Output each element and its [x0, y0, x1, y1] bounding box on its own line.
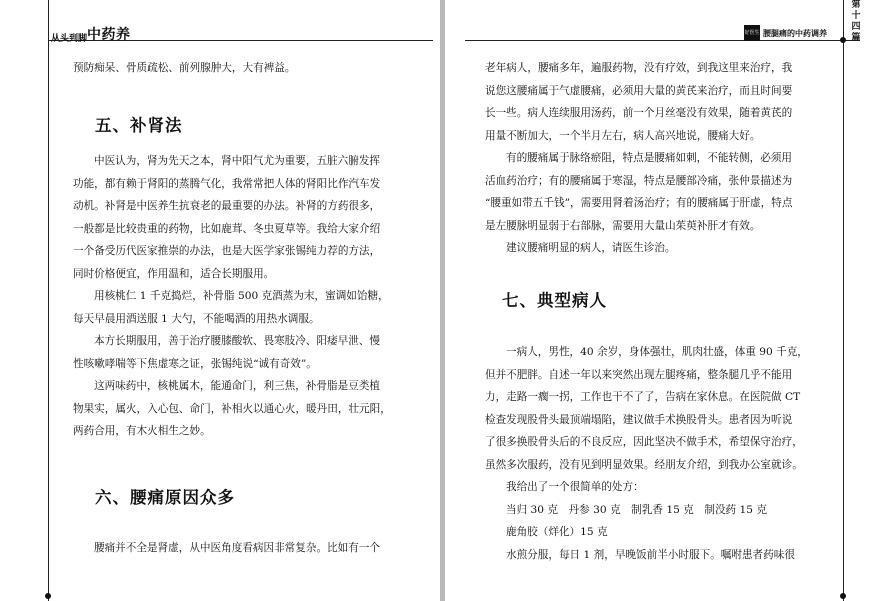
text-line: 了很多换股骨头后的不良反应，因此坚决不做手术，希望保守治疗， — [485, 436, 803, 448]
text-line: 用核桃仁 1 千克捣烂，补骨脂 500 克酒蒸为末，蜜调如饴糖， — [94, 290, 389, 302]
header-book-title: 中药养 — [87, 27, 131, 43]
section-heading-6: 六、腰痛原因众多 — [95, 488, 235, 507]
text-line: 这两味药中，核桃属木，能通命门，利三焦，补骨脂是豆类植 — [94, 380, 381, 392]
text-line: 每天早晨用酒送服 1 大勺，不能喝酒的用热水调服。 — [73, 312, 320, 325]
text-line: 我给出了一个很简单的处方： — [506, 481, 644, 493]
text-line: 说您这腰痛属于气虚腰痛，必须用大量的黄芪来治疗，而且时间要 — [485, 84, 793, 97]
text-line: 同时价格便宜，作用温和，适合长期服用。 — [73, 267, 275, 280]
left-running-header — [51, 24, 131, 44]
chapter-mark-char: 十 — [851, 11, 861, 21]
right-header-dot — [840, 37, 846, 43]
text-line: 一个备受历代医家推崇的办法，也是大医学家张锡纯力荐的方法， — [73, 245, 381, 257]
text-line: 活血药治疗；有的腰痛属于寒湿，特点是腰部冷痛，张仲景描述为 — [485, 174, 793, 187]
text-line: 腰痛并不全是肾虚，从中医角度看病因非常复杂。比如有一个 — [94, 542, 381, 554]
section-heading-5: 五、补肾法 — [95, 116, 183, 135]
series-logo: 好医生 — [744, 25, 760, 41]
text-line: 本方长期服用，善于治疗腰膝酸软、畏寒肢冷、阳痿早泄、慢 — [94, 335, 381, 347]
right-page-margin-rule — [843, 0, 844, 601]
text-line: 动机。补肾是中医养生抗衰老的最重要的办法。补肾的方药很多， — [73, 200, 381, 212]
chapter-mark-char: 篇 — [851, 33, 861, 43]
text-line: “腰重如带五千钱”，需要用肾着汤治疗；有的腰痛属于肝虚，特点 — [485, 197, 793, 209]
text-line: 中医认为，肾为先天之本，肾中阳气尤为重要，五脏六腑发挥 — [94, 155, 381, 167]
left-page — [0, 0, 441, 601]
text-line: 老年病人，腰痛多年，遍服药物，没有疗效，到我这里来治疗，我 — [485, 62, 793, 74]
text-line: 长一些。病人连续服用汤药，前一个月丝毫没有效果，随着黄芪的 — [485, 107, 793, 119]
section-heading-7: 七、典型病人 — [502, 291, 607, 310]
text-line: 功能，都有赖于肾阳的蒸腾气化，我常常把人体的肾阳比作汽车发 — [73, 177, 381, 190]
text-line: 性咳嗽哮喘等下焦虚寒之证，张锡纯说“诚有奇效”。 — [73, 357, 317, 370]
right-corner-dot — [840, 593, 846, 599]
section-5-body — [73, 150, 409, 443]
text-line: 有的腰痛属于脉络瘀阻，特点是腰痛如刺，不能转侧，必须用 — [506, 152, 793, 164]
chapter-mark-char: 第 — [851, 0, 861, 10]
text-line: 检查发现股骨头最顶端塌陷，建议做手术换股骨头。患者因为听说 — [485, 413, 793, 426]
text-line: 当归 30 克 丹参 30 克 制乳香 15 克 制没药 15 克 — [506, 503, 767, 516]
left-page-margin-rule — [48, 0, 49, 601]
text-line: 一病人，男性，40 余岁，身体强壮，肌肉壮盛，体重 90 千克， — [506, 346, 808, 358]
text-line: 用量不断加大，一个半月左右，病人高兴地说，腰痛大好。 — [485, 129, 761, 142]
section-7-body — [485, 341, 822, 566]
text-line: 虽然多次服药，没有见到明显效果。经朋友介绍，到我办公室就诊。 — [485, 458, 803, 471]
text-line: 水煎分服，每日 1 剂，早晚饭前半小时服下。嘱咐患者药味很 — [506, 548, 795, 561]
header-prefix: 从头到脚 — [51, 34, 88, 44]
intro-paragraph — [73, 57, 409, 80]
text-line: 两药合用，有木火相生之妙。 — [73, 425, 211, 437]
text-line: 鹿角胶（烊化）15 克 — [506, 526, 608, 538]
text-line: 物果实，属火，入心包、命门，补相火以通心火，暖丹田，壮元阳， — [73, 402, 391, 415]
section-6-body — [73, 537, 409, 560]
left-corner-dot — [45, 593, 51, 599]
right-running-header — [744, 25, 827, 41]
chapter-mark-char: 四 — [851, 22, 861, 32]
header-chapter-title: 腰腿痛的中药调养 — [763, 28, 827, 38]
right-page — [445, 0, 885, 601]
continuation-body — [485, 57, 822, 260]
text-line: 但并不肥胖。自述一年以来突然出现左腿疼痛，整条腿几乎不能用 — [485, 368, 793, 381]
text-line: 一般都是比较贵重的药物，比如鹿茸、冬虫夏草等。我给大家介绍 — [73, 222, 381, 235]
text-line: 建议腰痛明显的病人，请医生诊治。 — [506, 242, 676, 254]
chapter-number-mark — [849, 0, 863, 44]
text-line: 是左腰脉明显弱于右部脉，需要用大量山茱萸补肝才有效。 — [485, 219, 761, 232]
text-line: 预防痴呆、骨质疏松、前列腺肿大，大有裨益。 — [73, 62, 296, 74]
text-line: 力，走路一瘸一拐，工作也干不了了，告病在家休息。在医院做 CT — [485, 391, 801, 403]
